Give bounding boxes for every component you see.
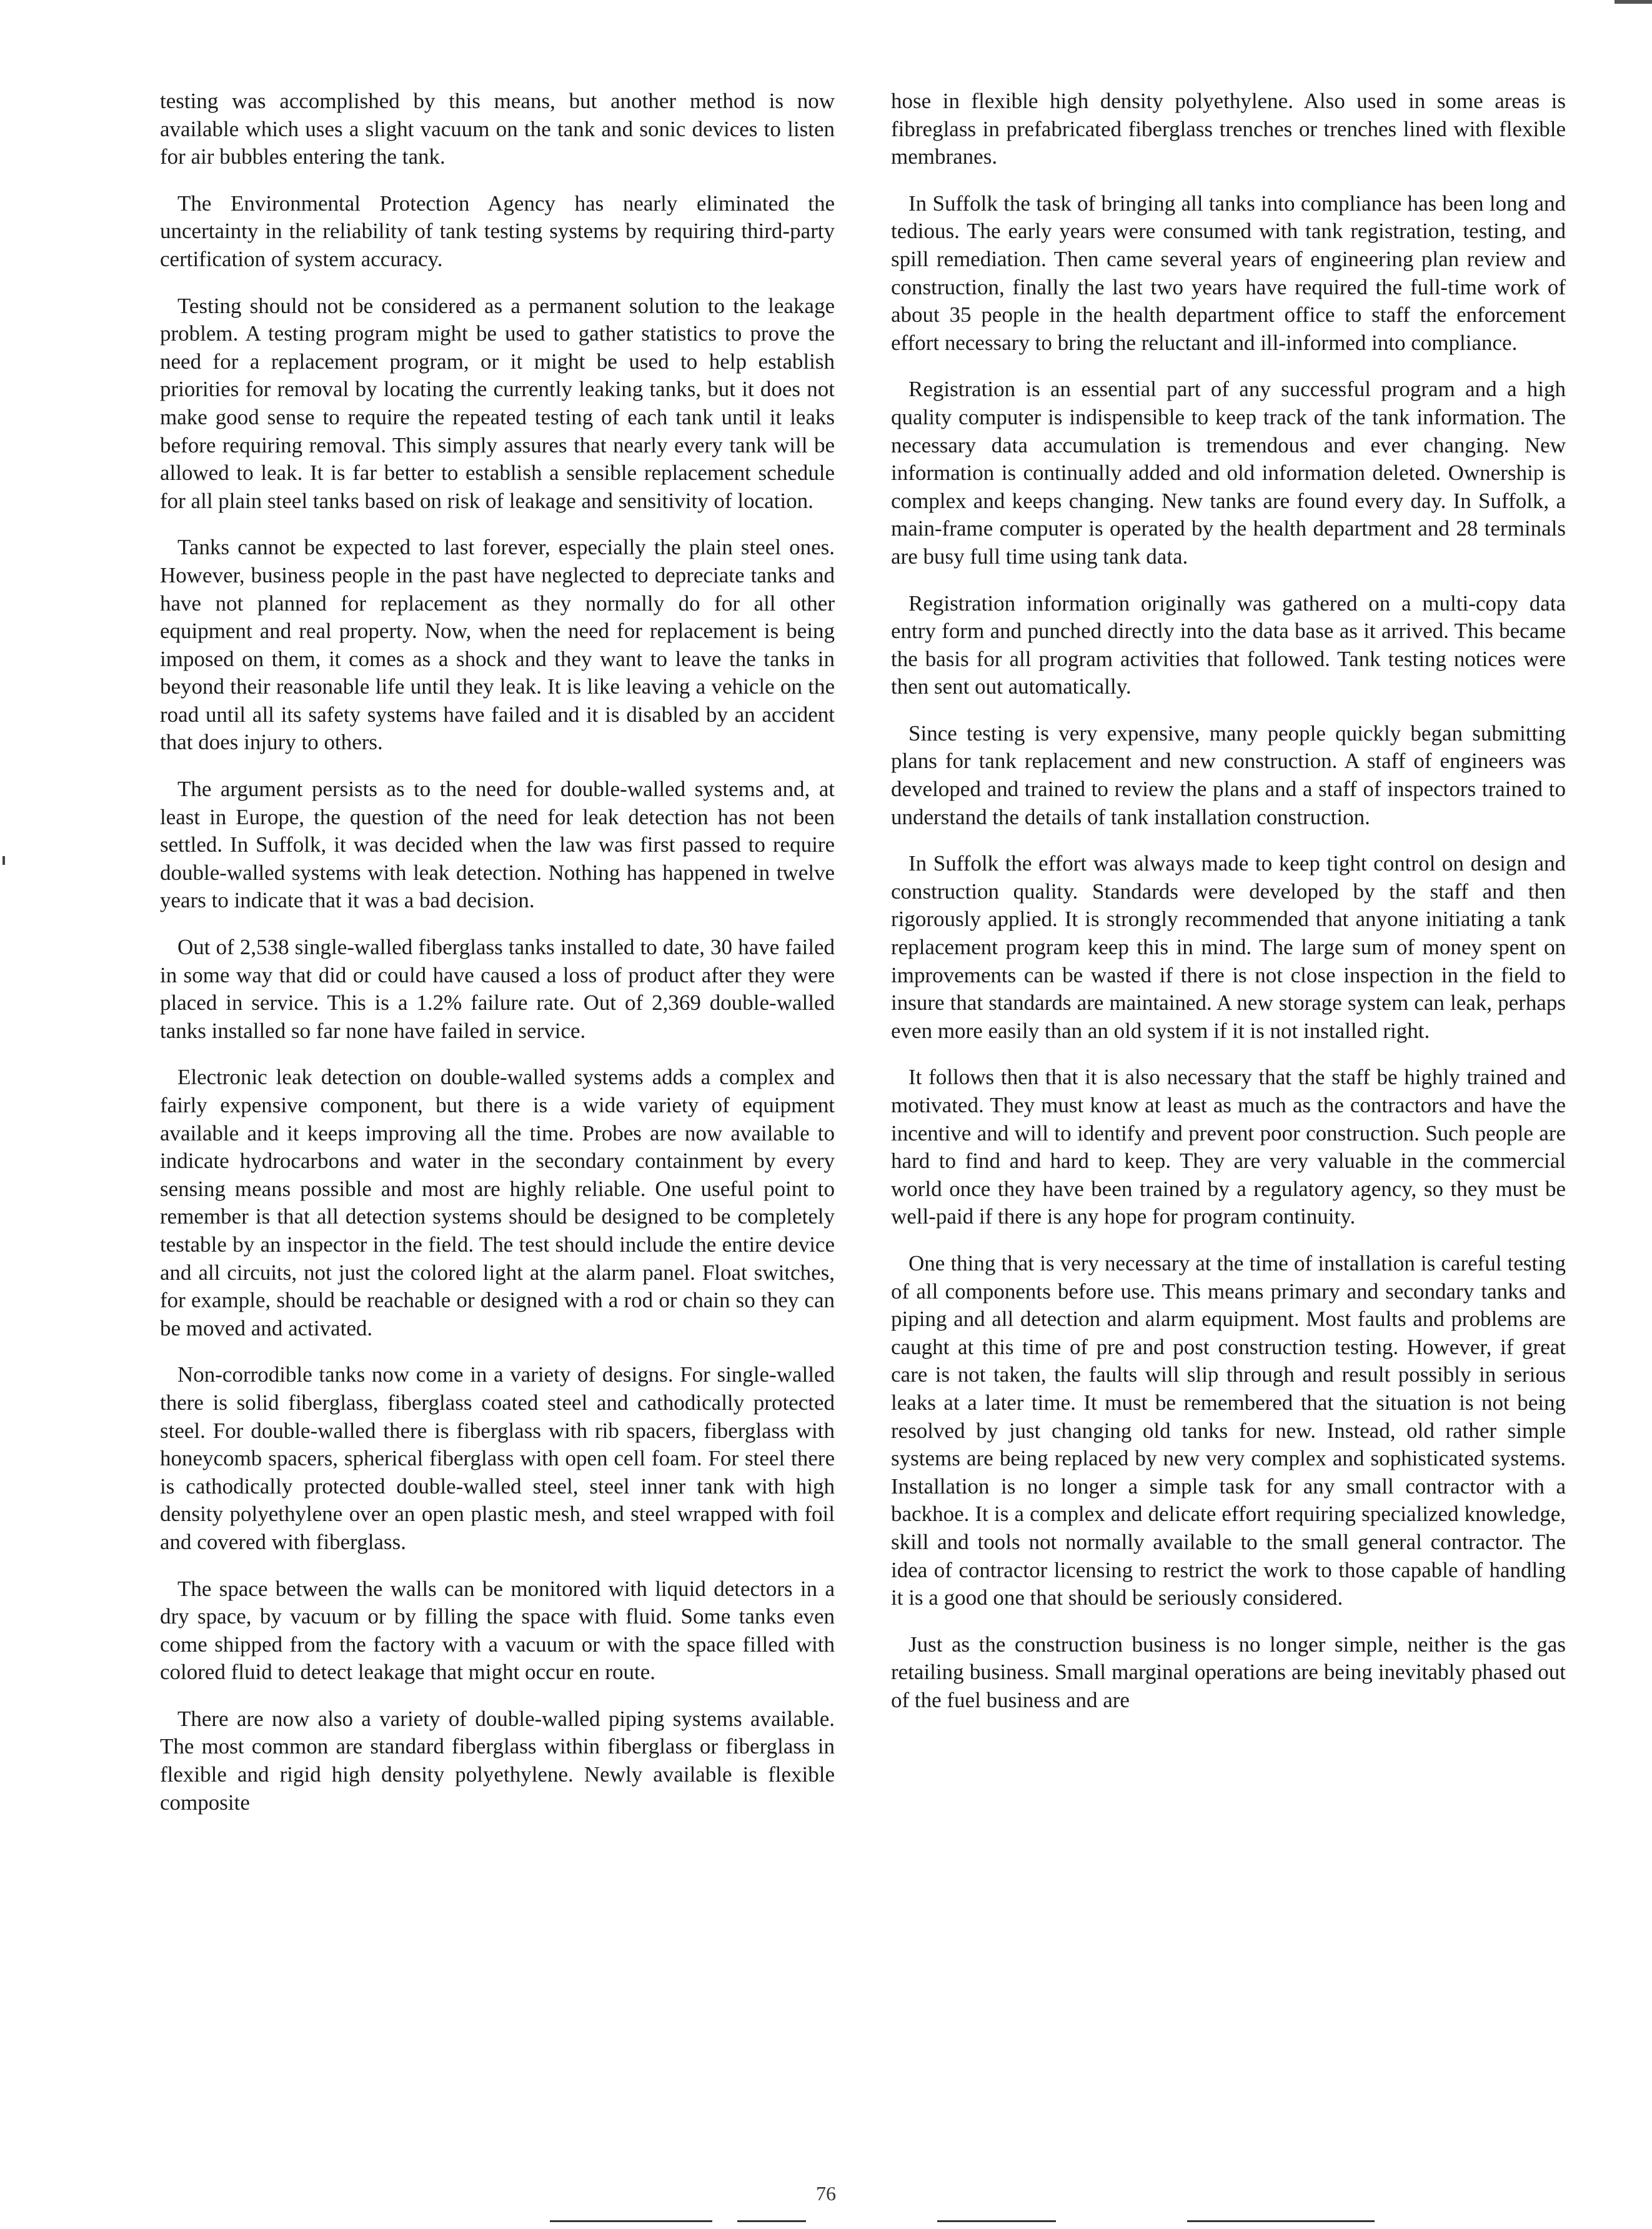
scan-rule [937,2220,1056,2222]
paragraph: testing was accomplished by this means, but another method is now available which uses a slight vacuum on the tank and sonic devices to listen for air bubbles entering the tank. [160,89,835,169]
paragraph: It follows then that it is also necessary that the staff be highly trained and motivated. They must know at least as much as the contractors and have the incentive and will to identify and prevent poor construction. Such people are hard to find and hard to keep. They are very valuable in the commercial world once they have been trained by a regulatory agency, so they must be well-paid if there is any hope for program continuity. [891,1065,1566,1229]
paragraph: The argument persists as to the need for double-walled systems and, at least in Europe, the question of the need for leak detection has not been settled. In Suffolk, it was decided when the law was first passed to require double-walled systems with leak detection. Nothing has happened in twelve years to indicate that it was a bad decision. [160,777,835,913]
scan-rule [550,2220,712,2222]
left-column [160,87,835,1835]
scan-rule [1187,2220,1375,2222]
paragraph: Non-corrodible tanks now come in a variety of designs. For single-walled there is solid fiberglass, fiberglass coated steel and cathodically protected steel. For double-walled there is fiberglass with rib spacers, fiberglass with honeycomb spacers, spherical fiberglass with open cell foam. For steel there is cathodically protected double-walled steel, steel inner tank with high density polyethylene over an open plastic mesh, and steel wrapped with foil and covered with fiberglass. [160,1362,835,1554]
scan-rule [737,2220,806,2222]
paragraph: In Suffolk the task of bringing all tanks into compliance has been long and tedious. The early years were consumed with tank registration, testing, and spill remediation. Then came several years of engineering plan review and construction, finally the last two years have required the full-time work of about 35 people in the health department office to staff the enforcement effort necessary to bring the reluctant and ill-informed into compliance. [891,191,1566,355]
right-column [891,87,1566,1733]
scan-side-mark [2,856,5,865]
paragraph: Electronic leak detection on double-walled systems adds a complex and fairly expensive component, but there is a wide variety of equipment available and it keeps improving all the time. Probes are now available to indicate hydrocarbons and water in the secondary containment by every sensing means possible and most are highly reliable. One useful point to remember is that all detection systems should be designed to be completely testable by an inspector in the field. The test should include the entire device and all circuits, not just the colored light at the alarm panel. Float switches, for example, should be reachable or designed with a rod or chain so they can be moved and activated. [160,1065,835,1340]
paragraph: The Environmental Protection Agency has nearly eliminated the uncertainty in the reliability of tank testing systems by requiring third-party certification of system accuracy. [160,191,835,271]
paragraph: Just as the construction business is no longer simple, neither is the gas retailing business. Small marginal operations are being inevitably phased out of the fuel business and are [891,1632,1566,1712]
page-number: 76 [816,2182,836,2205]
paragraph: hose in flexible high density polyethylene. Also used in some areas is fibreglass in prefabricated fiberglass trenches or trenches lined with flexible membranes. [891,89,1566,169]
paragraph: Registration is an essential part of any successful program and a high quality computer is indispensible to keep track of the tank information. The necessary data accumulation is tremendous and ever changing. New information is continually added and old information deleted. Ownership is complex and keeps changing. New tanks are found every day. In Suffolk, a main-frame computer is operated by the health department and 28 terminals are busy full time using tank data. [891,377,1566,569]
scan-edge-mark [1615,0,1652,4]
paragraph: There are now also a variety of double-walled piping systems available. The most common are standard fiberglass within fiberglass or fiberglass in flexible and rigid high density polyethylene. Newly available is flexible composite [160,1706,835,1815]
paragraph: Testing should not be considered as a permanent solution to the leakage problem. A testing program might be used to gather statistics to prove the need for a replacement program, or it might be used to help establish priorities for removal by locating the currently leaking tanks, but it does not make good sense to require the repeated testing of each tank until it leaks before requiring removal. This simply assures that nearly every tank will be allowed to leak. It is far better to establish a sensible replacement schedule for all plain steel tanks based on risk of leakage and sensitivity of location. [160,293,835,513]
paragraph: Tanks cannot be expected to last forever, especially the plain steel ones. However, business people in the past have neglected to depreciate tanks and have not planned for replacement as they normally do for all other equipment and real property. Now, when the need for replacement is being imposed on them, it comes as a shock and they want to leave the tanks in beyond their reasonable life until they leak. It is like leaving a vehicle on the road until all its safety systems have failed and it is disabled by an accident that does injury to others. [160,535,835,755]
paragraph: The space between the walls can be monitored with liquid detectors in a dry space, by vacuum or by filling the space with fluid. Some tanks even come shipped from the factory with a vacuum or with the space filled with colored fluid to detect leakage that might occur en route. [160,1576,835,1685]
paragraph: Since testing is very expensive, many people quickly began submitting plans for tank replacement and new construction. A staff of engineers was developed and trained to review the plans and a staff of inspectors trained to understand the details of tank installation construction. [891,721,1566,829]
paragraph: In Suffolk the effort was always made to keep tight control on design and construction quality. Standards were developed by the staff and then rigorously applied. It is strongly recommended that anyone initiating a tank replacement program keep this in mind. The large sum of money spent on improvements can be wasted if there is not close inspection in the field to insure that standards are maintained. A new storage system can leak, perhaps even more easily than an old system if it is not installed right. [891,851,1566,1043]
paragraph: Registration information originally was gathered on a multi-copy data entry form and punched directly into the data base as it arrived. This became the basis for all program activities that followed. Tank testing notices were then sent out automatically. [891,591,1566,699]
paragraph: Out of 2,538 single-walled fiberglass tanks installed to date, 30 have failed in some way that did or could have caused a loss of product after they were placed in service. This is a 1.2% failure rate. Out of 2,369 double-walled tanks installed so far none have failed in service. [160,935,835,1043]
paragraph: One thing that is very necessary at the time of installation is careful testing of all components before use. This means primary and secondary tanks and piping and all detection and alarm equipment. Most faults and problems are caught at this time of pre and post construction testing. However, if great care is not taken, the faults will slip through and result possibly in serious leaks at a later time. It must be remembered that the situation is not being resolved by just changing old tanks for new. Instead, old rather simple systems are being replaced by new very complex and sophisticated systems. Installation is no longer a simple task for any small contractor with a backhoe. It is a complex and delicate effort requiring specialized knowledge, skill and tools not normally available to the small general contractor. The idea of contractor licensing to restrict the work to those capable of handling it is a good one that should be seriously considered. [891,1250,1566,1610]
